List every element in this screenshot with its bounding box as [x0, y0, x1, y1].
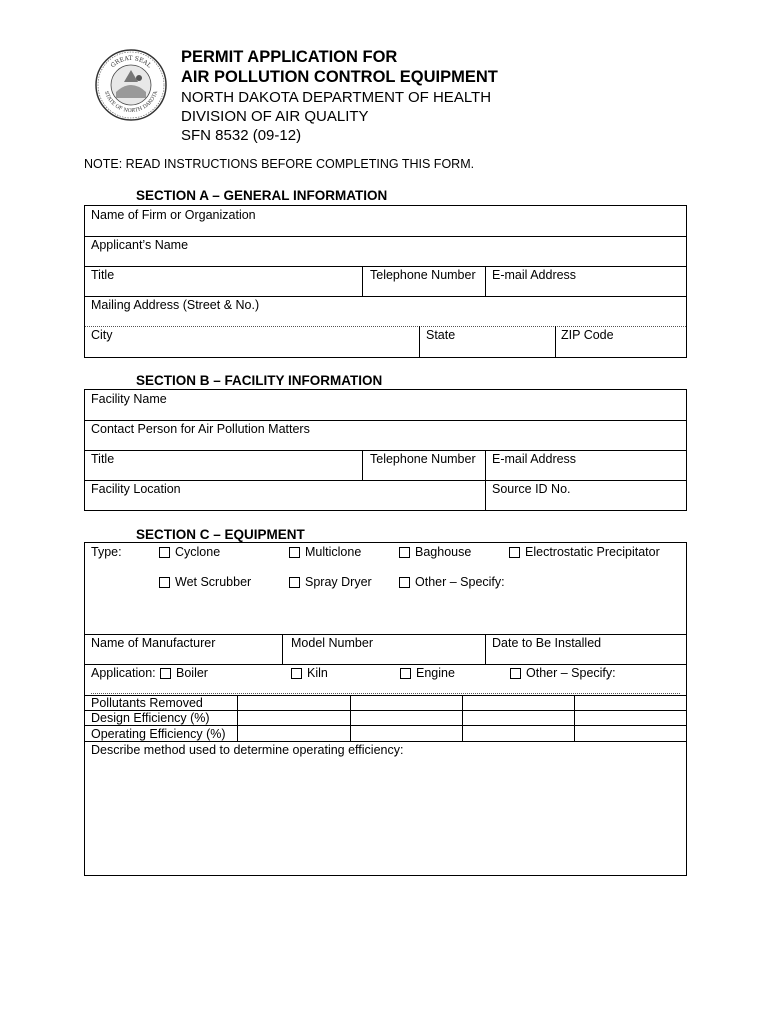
- type-cyclone-checkbox[interactable]: [159, 545, 220, 559]
- type-wet-scrubber-label: Wet Scrubber: [175, 575, 252, 589]
- form-title-line2: AIR POLLUTION CONTROL EQUIPMENT: [181, 68, 498, 86]
- checkbox-box[interactable]: [400, 668, 411, 679]
- section-c-heading: SECTION C – EQUIPMENT: [136, 527, 305, 542]
- describe-method-field[interactable]: Describe method used to determine operating efficiency:: [91, 743, 404, 757]
- applicant-name-field[interactable]: Applicant’s Name: [91, 238, 189, 252]
- application-kiln-checkbox[interactable]: [291, 666, 328, 680]
- contact-person-field[interactable]: Contact Person for Air Pollution Matters: [91, 422, 310, 436]
- firm-name-field[interactable]: Name of Firm or Organization: [91, 208, 256, 222]
- instructions-note: NOTE: READ INSTRUCTIONS BEFORE COMPLETING THIS FORM.: [84, 157, 475, 171]
- type-label: Type:: [91, 545, 122, 559]
- form-number: SFN 8532 (09-12): [181, 127, 302, 144]
- type-spray-dryer-label: Spray Dryer: [305, 575, 372, 589]
- seal-text-top: GREAT SEAL: [109, 54, 153, 70]
- checkbox-box[interactable]: [160, 668, 171, 679]
- type-esp-label: Electrostatic Precipitator: [525, 545, 660, 559]
- department-name: NORTH DAKOTA DEPARTMENT OF HEALTH: [181, 89, 492, 106]
- form-title-line1: PERMIT APPLICATION FOR: [181, 48, 398, 66]
- type-baghouse-checkbox[interactable]: [399, 545, 471, 559]
- source-id-field[interactable]: Source ID No.: [492, 482, 571, 496]
- application-boiler-checkbox[interactable]: [160, 666, 208, 680]
- section-b-heading: SECTION B – FACILITY INFORMATION: [136, 373, 383, 388]
- type-other-checkbox[interactable]: [399, 575, 505, 589]
- model-number-field[interactable]: Model Number: [291, 636, 373, 650]
- checkbox-box[interactable]: [291, 668, 302, 679]
- application-kiln-label: Kiln: [307, 666, 328, 680]
- application-other-label: Other – Specify:: [526, 666, 616, 680]
- division-name: DIVISION OF AIR QUALITY: [181, 108, 369, 125]
- section-a-heading: SECTION A – GENERAL INFORMATION: [136, 188, 388, 203]
- type-multiclone-label: Multiclone: [305, 545, 362, 559]
- seal-text-bottom: STATE OF NORTH DAKOTA: [102, 90, 160, 115]
- facility-location-field[interactable]: Facility Location: [91, 482, 181, 496]
- mailing-address-field[interactable]: Mailing Address (Street & No.): [91, 298, 260, 312]
- date-installed-field[interactable]: Date to Be Installed: [492, 636, 602, 650]
- manufacturer-field[interactable]: Name of Manufacturer: [91, 636, 216, 650]
- pollutants-removed-row: Pollutants Removed: [91, 696, 203, 710]
- state-seal-logo: [94, 48, 168, 122]
- facility-name-field[interactable]: Facility Name: [91, 392, 167, 406]
- application-other-checkbox[interactable]: [510, 666, 616, 680]
- type-multiclone-checkbox[interactable]: [289, 545, 361, 559]
- city-field[interactable]: City: [91, 328, 113, 342]
- type-spray-dryer-checkbox[interactable]: [289, 575, 372, 589]
- checkbox-box[interactable]: [289, 577, 300, 588]
- zip-code-field[interactable]: ZIP Code: [561, 328, 614, 342]
- section-c-table: [84, 542, 687, 876]
- checkbox-box[interactable]: [159, 577, 170, 588]
- section-a-table: [84, 205, 687, 358]
- applicant-telephone-field[interactable]: Telephone Number: [370, 268, 476, 282]
- type-other-label: Other – Specify:: [415, 575, 505, 589]
- contact-title-field[interactable]: Title: [91, 452, 115, 466]
- application-boiler-label: Boiler: [176, 666, 208, 680]
- checkbox-box[interactable]: [510, 668, 521, 679]
- type-cyclone-label: Cyclone: [175, 545, 221, 559]
- contact-email-field[interactable]: E-mail Address: [492, 452, 577, 466]
- operating-efficiency-row: Operating Efficiency (%): [91, 727, 226, 741]
- checkbox-box[interactable]: [399, 547, 410, 558]
- type-baghouse-label: Baghouse: [415, 545, 472, 559]
- type-esp-checkbox[interactable]: [509, 545, 660, 559]
- checkbox-box[interactable]: [509, 547, 520, 558]
- type-wet-scrubber-checkbox[interactable]: [159, 575, 251, 589]
- checkbox-box[interactable]: [159, 547, 170, 558]
- design-efficiency-row: Design Efficiency (%): [91, 711, 210, 725]
- state-field[interactable]: State: [426, 328, 456, 342]
- section-b-table: [84, 389, 687, 511]
- checkbox-box[interactable]: [399, 577, 410, 588]
- checkbox-box[interactable]: [289, 547, 300, 558]
- application-label: Application:: [91, 666, 156, 680]
- application-engine-label: Engine: [416, 666, 455, 680]
- applicant-title-field[interactable]: Title: [91, 268, 115, 282]
- applicant-email-field[interactable]: E-mail Address: [492, 268, 577, 282]
- contact-telephone-field[interactable]: Telephone Number: [370, 452, 476, 466]
- application-engine-checkbox[interactable]: [400, 666, 455, 680]
